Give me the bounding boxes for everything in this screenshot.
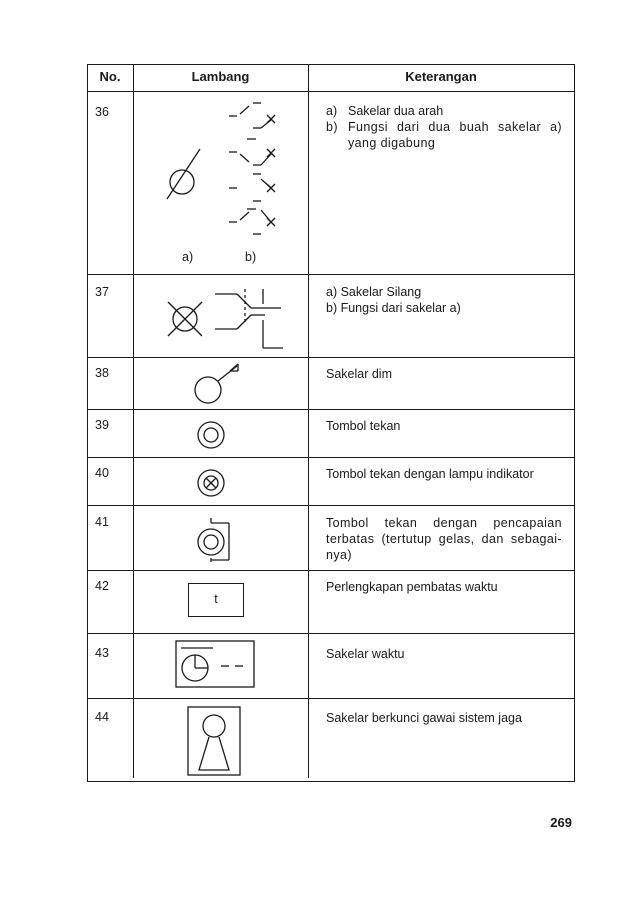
header-lambang: Lambang xyxy=(191,69,250,84)
table-top-border xyxy=(87,64,575,65)
description-line: b) Fungsi dari sakelar a) xyxy=(326,301,461,315)
symbol-label-b: b) xyxy=(245,250,257,264)
row-number: 37 xyxy=(95,285,109,299)
row-number: 42 xyxy=(95,579,109,593)
row-divider xyxy=(87,457,575,458)
table-bottom-border xyxy=(87,781,575,782)
table-right-border xyxy=(574,64,575,782)
symbol-label-a: a) xyxy=(182,250,194,264)
table-left-border xyxy=(87,64,88,782)
description-line: a) Sakelar Silang xyxy=(326,285,422,299)
description xyxy=(326,103,562,151)
page-number: 269 xyxy=(550,815,572,830)
push-button-symbol xyxy=(196,420,226,450)
description: Sakelar dim xyxy=(326,367,392,381)
symbol-table xyxy=(87,64,575,782)
column-divider xyxy=(308,64,309,778)
description xyxy=(326,284,562,316)
header-keterangan: Keterangan xyxy=(405,69,477,84)
description: Sakelar waktu xyxy=(326,647,405,661)
key-switch-symbol xyxy=(187,706,241,776)
row-number: 39 xyxy=(95,418,109,432)
description: Tombol tekan dengan pencapaian terbatas (tertutup gelas, dan sebagai-nya) xyxy=(326,516,562,562)
row-divider xyxy=(87,409,575,410)
push-button-lamp-symbol xyxy=(196,468,226,498)
restricted-push-button-symbol xyxy=(195,514,239,564)
row-divider xyxy=(87,357,575,358)
header-bottom-border xyxy=(87,91,575,92)
row-divider xyxy=(87,274,575,275)
time-switch-symbol xyxy=(175,640,255,688)
row-number: 41 xyxy=(95,515,109,529)
row-divider xyxy=(87,698,575,699)
row-divider xyxy=(87,570,575,571)
column-divider xyxy=(133,64,134,778)
row-divider xyxy=(87,633,575,634)
row-divider xyxy=(87,505,575,506)
list-item: a) Sakelar dua arah xyxy=(326,104,444,118)
description: Tombol tekan xyxy=(326,419,401,433)
header-no: No. xyxy=(99,69,121,84)
two-way-switch-symbol xyxy=(157,96,297,246)
row-number: 44 xyxy=(95,710,109,724)
cross-switch-symbol xyxy=(165,284,285,352)
timer-letter: t xyxy=(214,592,218,606)
list-item: b) Fungsi dari dua buah sakelar a) yang digabung xyxy=(326,120,562,150)
row-number: 38 xyxy=(95,366,109,380)
row-number: 36 xyxy=(95,105,109,119)
description: Sakelar berkunci gawai sistem jaga xyxy=(326,711,522,725)
dimmer-switch-symbol xyxy=(192,361,242,407)
description: Perlengkapan pembatas waktu xyxy=(326,580,498,594)
description: Tombol tekan dengan lampu indikator xyxy=(326,467,534,481)
row-number: 40 xyxy=(95,466,109,480)
row-number: 43 xyxy=(95,646,109,660)
time-limiter-symbol xyxy=(188,583,244,617)
